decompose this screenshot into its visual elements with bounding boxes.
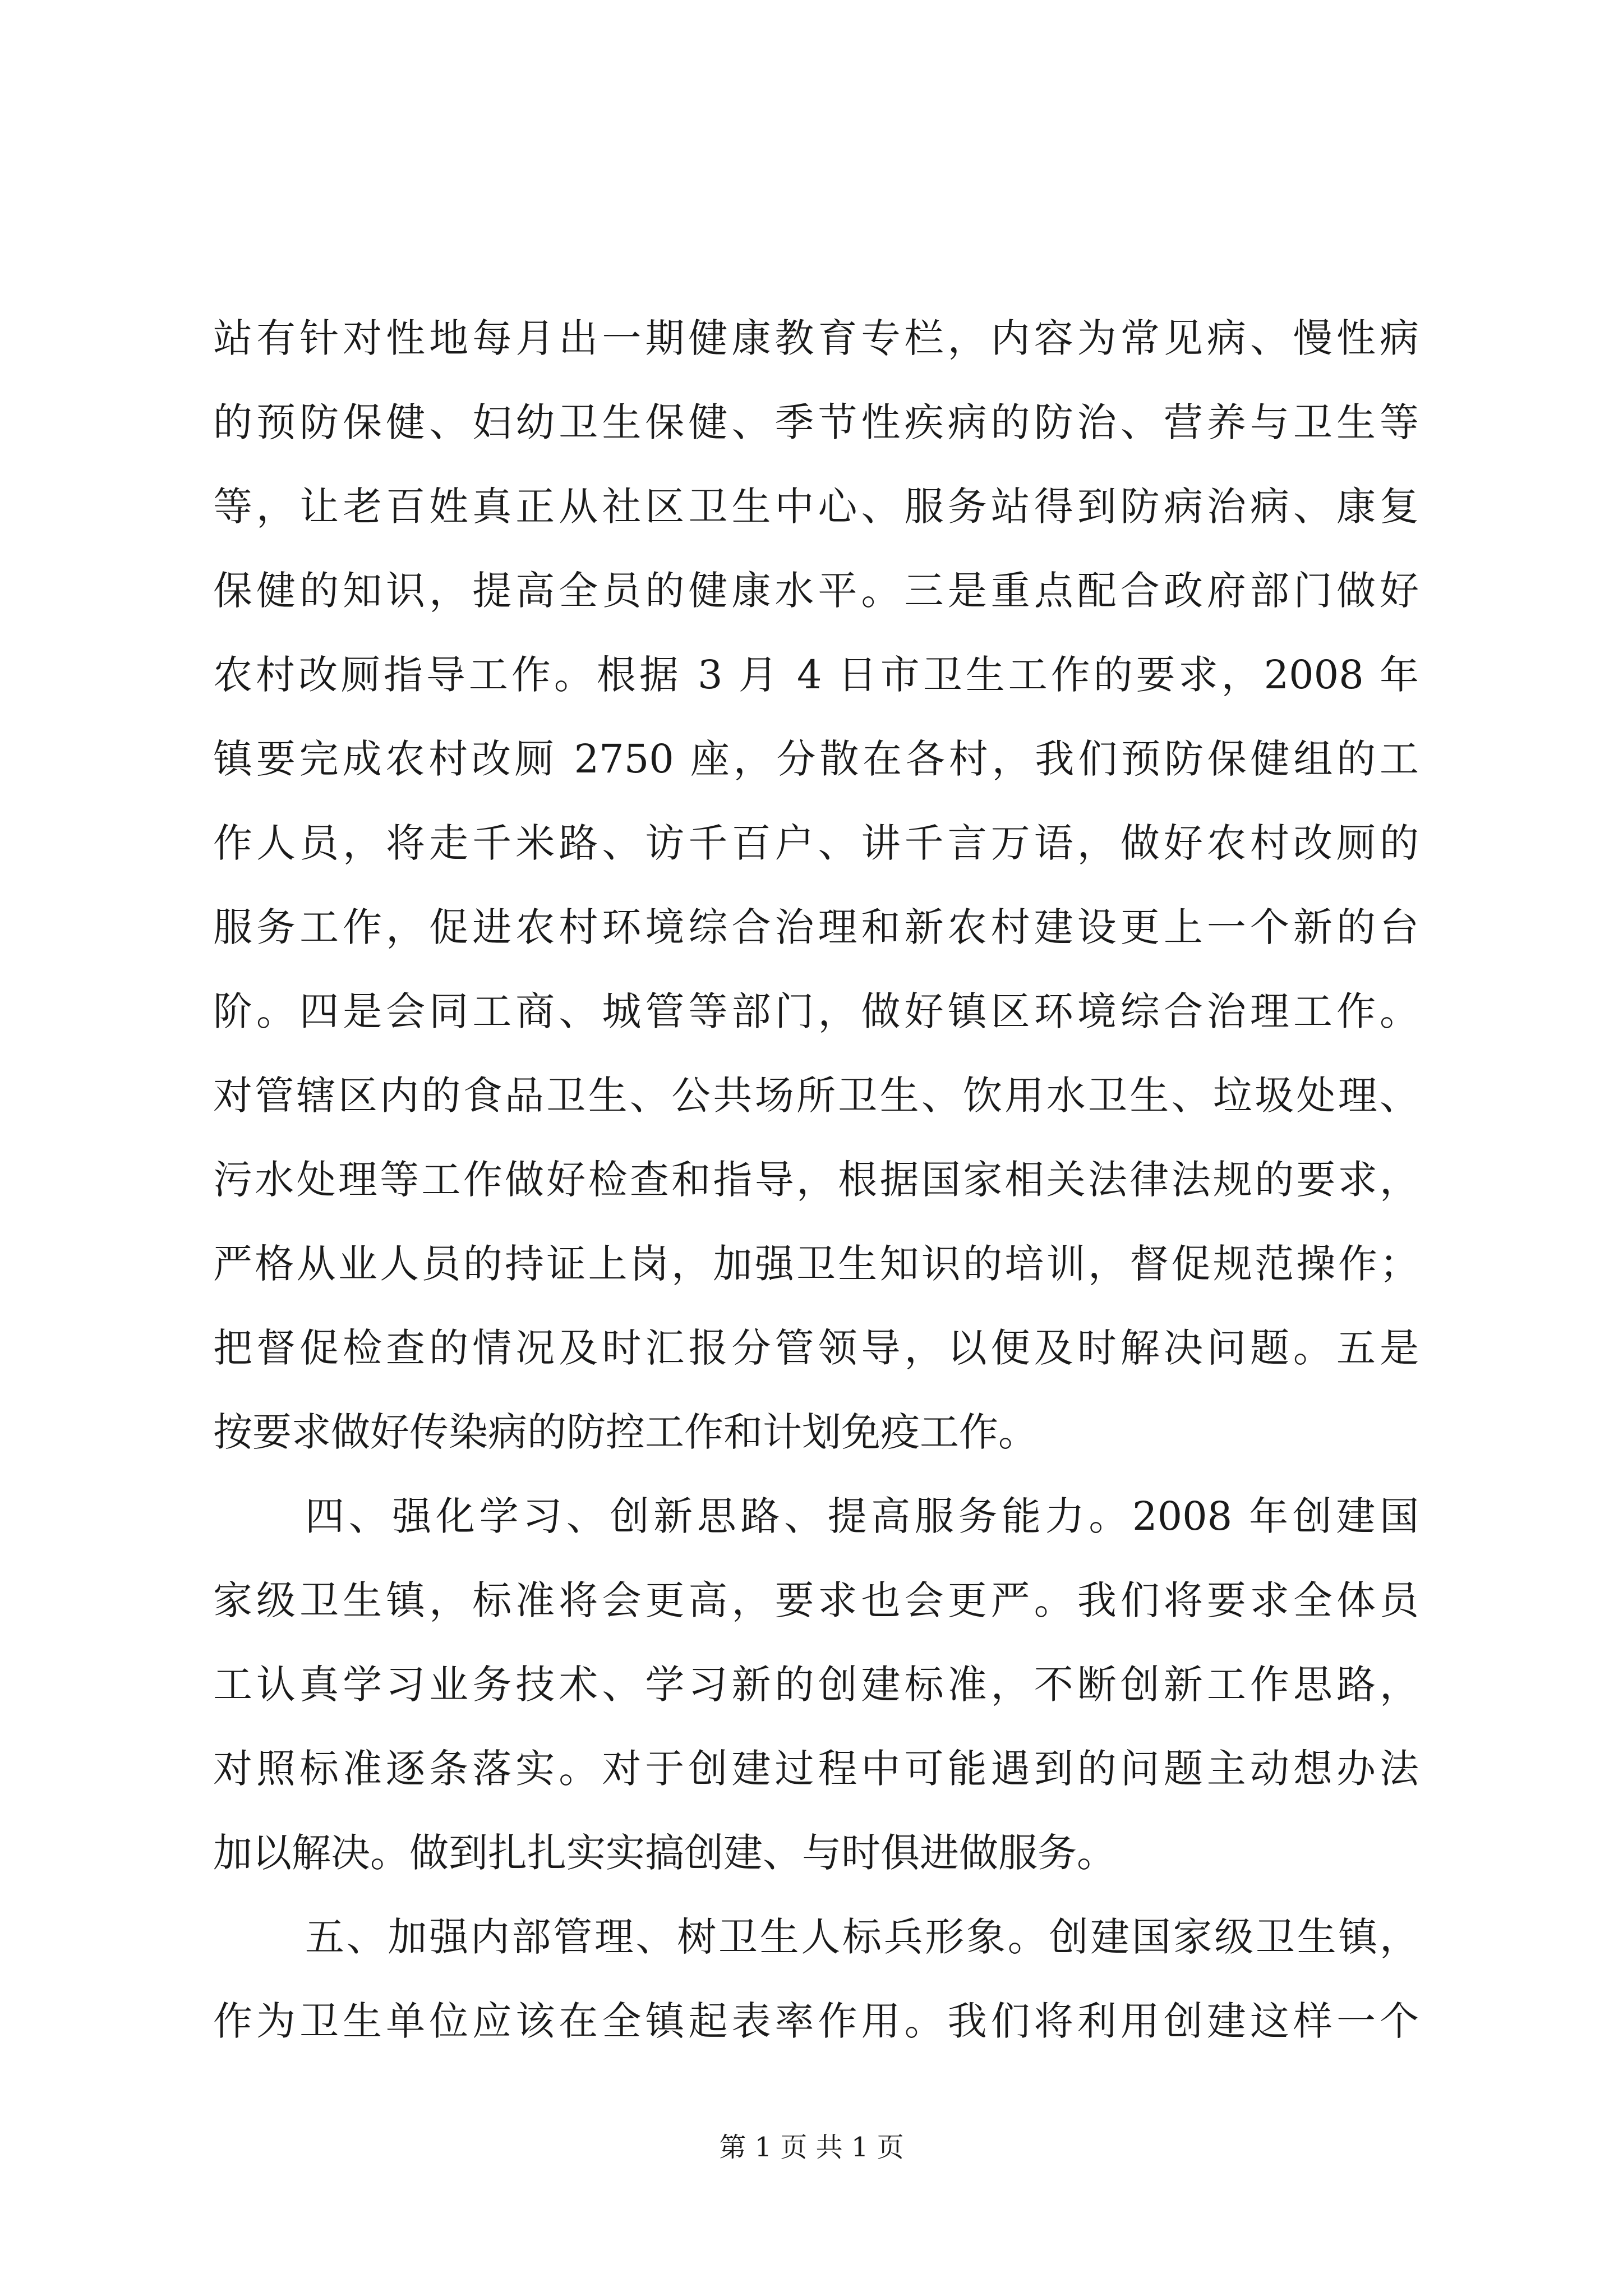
text-line: 把督促检查的情况及时汇报分管领导，以便及时解决问题。五是 xyxy=(213,1325,1419,1371)
text-line: 镇要完成农村改厕 2750 座，分散在各村，我们预防保健组的工 xyxy=(213,736,1419,782)
paragraph-heading-line: 五、加强内部管理、树卫生人标兵形象。创建国家级卫生镇， xyxy=(305,1914,1419,1960)
text-line: 对管辖区内的食品卫生、公共场所卫生、饮用水卫生、垃圾处理、 xyxy=(213,1073,1419,1119)
text-line: 作人员，将走千米路、访千百户、讲千言万语，做好农村改厕的 xyxy=(213,820,1419,866)
text-line: 站有针对性地每月出一期健康教育专栏，内容为常见病、慢性病 xyxy=(213,315,1419,361)
text-line: 加以解决。做到扎扎实实搞创建、与时俱进做服务。 xyxy=(213,1830,1116,1876)
text-line: 严格从业人员的持证上岗，加强卫生知识的培训，督促规范操作； xyxy=(213,1241,1419,1287)
text-line: 作为卫生单位应该在全镇起表率作用。我们将利用创建这样一个 xyxy=(213,1998,1419,2044)
text-line: 等，让老百姓真正从社区卫生中心、服务站得到防病治病、康复 xyxy=(213,484,1419,530)
text-line: 工认真学习业务技术、学习新的创建标准，不断创新工作思路， xyxy=(213,1662,1419,1708)
text-line: 污水处理等工作做好检查和指导，根据国家相关法律法规的要求， xyxy=(213,1157,1419,1203)
text-line: 家级卫生镇，标准将会更高，要求也会更严。我们将要求全体员 xyxy=(213,1577,1419,1623)
body-text xyxy=(213,296,1419,2063)
text-line: 按要求做好传染病的防控工作和计划免疫工作。 xyxy=(213,1409,1038,1455)
text-line: 对照标准逐条落实。对于创建过程中可能遇到的问题主动想办法 xyxy=(213,1746,1419,1792)
paragraph-heading-line: 四、强化学习、创新思路、提高服务能力。2008 年创建国 xyxy=(305,1493,1419,1539)
text-line: 的预防保健、妇幼卫生保健、季节性疾病的防治、营养与卫生等 xyxy=(213,399,1419,445)
text-line: 农村改厕指导工作。根据 3 月 4 日市卫生工作的要求，2008 年 xyxy=(213,652,1419,698)
text-line: 服务工作，促进农村环境综合治理和新农村建设更上一个新的台 xyxy=(213,904,1419,950)
text-line: 保健的知识，提高全员的健康水平。三是重点配合政府部门做好 xyxy=(213,568,1419,614)
page-number-footer: 第 1 页 共 1 页 xyxy=(719,2132,904,2163)
text-line: 阶。四是会同工商、城管等部门，做好镇区环境综合治理工作。 xyxy=(213,988,1419,1034)
